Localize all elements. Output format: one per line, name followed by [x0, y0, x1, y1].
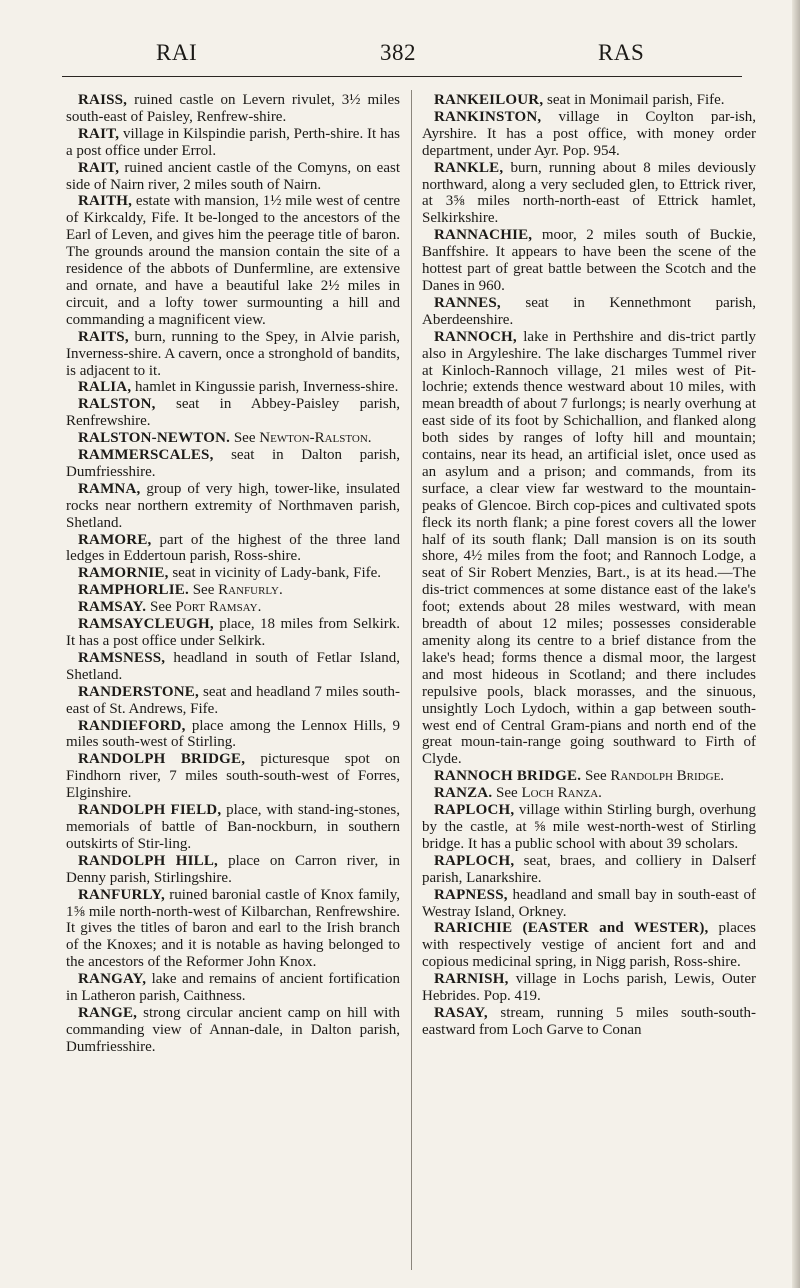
- entry: [422, 853, 756, 887]
- cross-reference: Port Ramsay.: [175, 599, 262, 616]
- entry: [66, 751, 400, 802]
- headword: RALIA,: [78, 379, 132, 396]
- running-head-right: RAS: [598, 40, 645, 65]
- entry-text: part of the highest of the three land ledges in Eddertoun parish, Ross-shire.: [66, 531, 400, 565]
- entry-text: seat in Monimail parish, Fife.: [543, 92, 725, 108]
- entry-text: See: [230, 430, 260, 447]
- headword: RALSTON,: [78, 396, 156, 413]
- page-number: 382: [380, 40, 416, 65]
- entry-text: seat in Kennethmont parish, Aberdeenshire.: [422, 294, 756, 328]
- entry: [66, 447, 400, 481]
- entry: [66, 582, 400, 599]
- headword: RANFURLY,: [78, 886, 165, 903]
- entry-text: headland and small bay in south-east of Westray Island, Orkney.: [422, 886, 756, 920]
- entry-text: place on Carron river, in Denny parish, Stirlingshire.: [66, 852, 400, 886]
- headword: RANDOLPH HILL,: [78, 852, 219, 869]
- entry: [66, 126, 400, 160]
- headword: RAMSAY.: [78, 599, 147, 616]
- entry-text: village in Lochs parish, Lewis, Outer Hebrides. Pop. 419.: [422, 971, 756, 1005]
- entry: [66, 160, 400, 194]
- headword: RANZA.: [434, 785, 493, 802]
- entry: [66, 481, 400, 532]
- entry: [66, 329, 400, 380]
- headword: RANKINSTON,: [434, 108, 542, 125]
- entry-text: village in Kilspindie parish, Perth-shire. It has a post office under Errol.: [66, 125, 400, 159]
- cross-reference: Loch Ranza.: [521, 785, 602, 802]
- headword: RAPLOCH,: [434, 802, 515, 819]
- headword: RANDOLPH FIELD,: [78, 802, 222, 819]
- entry: [422, 785, 756, 802]
- entry: [66, 430, 400, 447]
- left-column: [66, 92, 400, 1056]
- headword: RAMMERSCALES,: [78, 447, 214, 464]
- entry-text: village within Stirling burgh, overhung by the castle, at ⅝ mile west-north-west of Stirling bridge. It has a public school with about 39 scholars.: [422, 802, 756, 852]
- entry: [422, 160, 756, 228]
- running-head-left: RAI: [156, 40, 198, 65]
- entry: [66, 1005, 400, 1056]
- entry: [422, 887, 756, 921]
- entry-text: group of very high, tower-like, insulated rocks near northern extremity of Northmaven parish, Shetland.: [66, 480, 400, 531]
- headword: RANDIEFORD,: [78, 717, 186, 734]
- entry-text: See: [581, 768, 611, 785]
- headword: RAMORE,: [78, 531, 152, 548]
- entry-text: See: [188, 582, 219, 599]
- entry: [66, 887, 400, 972]
- headword: RAMNA,: [78, 480, 141, 497]
- entry: [66, 684, 400, 718]
- entry-text: seat, braes, and colliery in Dalserf parish, Lanarkshire.: [422, 852, 756, 886]
- headword: RANDERSTONE,: [78, 683, 199, 700]
- headword: RANNOCH BRIDGE.: [434, 768, 582, 785]
- entry: [66, 599, 400, 616]
- entry-text: See: [146, 599, 176, 616]
- entry: [422, 227, 756, 295]
- entry: [66, 971, 400, 1005]
- entry: [66, 396, 400, 430]
- headword: RARICHIE (EASTER and WESTER),: [434, 920, 709, 937]
- entry-text: burn, running about 8 miles deviously northward, along a very secluded glen, to Ettrick river, at 3⅝ miles north-north-east of Ettrick hamlet, Selkirkshire.: [422, 159, 756, 227]
- entry-text: lake in Perthshire and dis-trict partly also in Argyleshire. The lake discharges Tummel river at Kinloch-Rannoch village, 21 miles west of Pit-lochrie; extends thence westward about 10 miles, with mean breadth of about 7 furlongs; is nearly overhung at east side of its foot by Schichallion, and flanked along both sides by ranges of lofty hill and mountain; contains, near its head, an artificial islet, once used as an asylum and a prison; and commands, from its surface, a clear view far westward to the mountain-peaks of Glencoe. Birch cop-pices and cultivated spots fleck its north flank; a pine forest covers all the lower half of its south flank; Dall mansion is on its south shore, 4½ miles from the foot; and Rannoch Lodge, a seat of Sir Robert Menzies, Bart., is at its head.—The dis-trict commences at some distance east of the lake's foot; extends about 28 miles westward, with mean breadth of about 12 miles; possesses considerable amenity along its centre to a brief distance from the lake's head; forms thence a dismal moor, the largest and most hideous in Scotland; and there includes repulsive pools, black morasses, and the sinuous, unsightly Loch Lydoch, within a gap between south-west end of Central Gram-pians and north end of the great moun-tain-range going southward to Firth of Clyde.: [422, 328, 756, 768]
- entry-text: ruined baronial castle of Knox family, 1⅝ mile north-north-west of Kilbarchan, Renfrewshire. It gives the titles of baron and earl to the Irish branch of the Knoxes; and it is notable as having belonged to the ancestors of the Reformer John Knox.: [66, 886, 400, 971]
- headword: RAMORNIE,: [78, 565, 169, 582]
- entry: [422, 295, 756, 329]
- entry: [422, 92, 756, 109]
- entry-text: seat in vicinity of Lady-bank, Fife.: [168, 565, 382, 582]
- entry: [422, 971, 756, 1005]
- headword: RANGE,: [78, 1004, 138, 1021]
- entry-text: stream, running 5 miles south-south-eastward from Loch Garve to Conan: [422, 1004, 756, 1038]
- headword: RANKEILOUR,: [434, 92, 544, 108]
- entry: [66, 616, 400, 650]
- headword: RAITS,: [78, 328, 129, 345]
- entry-text: burn, running to the Spey, in Alvie parish, Inverness-shire. A cavern, once a stronghold of bandits, is adjacent to it.: [66, 328, 400, 379]
- headword: RANNOCH,: [434, 328, 517, 345]
- headword: RAMPHORLIE.: [78, 582, 189, 599]
- entry-text: place among the Lennox Hills, 9 miles south-west of Stirling.: [66, 717, 400, 751]
- entry-text: ruined castle on Levern rivulet, 3½ miles south-east of Paisley, Renfrew-shire.: [66, 92, 400, 125]
- entry: [422, 768, 756, 785]
- headword: RANKLE,: [434, 159, 504, 176]
- entry: [66, 532, 400, 566]
- headword: RAMSAYCLEUGH,: [78, 616, 214, 633]
- entry: [66, 650, 400, 684]
- entry: [422, 1005, 756, 1039]
- entry-text: hamlet in Kingussie parish, Inverness-shire.: [131, 379, 399, 396]
- entry-text: places with respectively vestige of ancient fort and and copious medicinal spring, in Nigg parish, Ross-shire.: [422, 920, 757, 971]
- entry: [422, 109, 756, 160]
- entry: [422, 329, 756, 769]
- column-divider: [411, 90, 412, 1270]
- headword: RANGAY,: [78, 971, 147, 988]
- headword: RAITH,: [78, 193, 133, 210]
- headword: RAPNESS,: [434, 886, 508, 903]
- entry-text: place, with stand-ing-stones, memorials of battle of Ban-nockburn, in southern outskirts of Stir-ling.: [66, 802, 400, 852]
- right-column: [422, 92, 756, 1039]
- headword: RANNACHIE,: [434, 227, 533, 244]
- entry: [66, 565, 400, 582]
- entry-text: picturesque spot on Findhorn river, 7 miles south-south-west of Forres, Elginshire.: [66, 751, 400, 802]
- entry-text: place, 18 miles from Selkirk. It has a post office under Selkirk.: [66, 616, 400, 649]
- entry: [66, 193, 400, 328]
- headword: RASAY,: [434, 1004, 488, 1021]
- headword: RARNISH,: [434, 971, 509, 988]
- headword: RAMSNESS,: [78, 649, 166, 666]
- entry-text: seat in Dalton parish, Dumfriesshire.: [66, 447, 400, 480]
- entry-text: village in Coylton par-ish, Ayrshire. It has a post office, with money order department, under Ayr. Pop. 954.: [422, 108, 756, 159]
- header-rule: [62, 76, 742, 77]
- headword: RANDOLPH BRIDGE,: [78, 751, 246, 768]
- entry-text: See: [492, 785, 522, 802]
- entry: [422, 802, 756, 853]
- cross-reference: Newton-Ralston.: [259, 430, 372, 447]
- entry: [66, 853, 400, 887]
- entry: [66, 802, 400, 853]
- entry-text: strong circular ancient camp on hill with commanding view of Annan-dale, in Dalton parish, Dumfriesshire.: [66, 1004, 400, 1055]
- entry: [66, 379, 400, 396]
- entry-text: seat and headland 7 miles south-east of St. Andrews, Fife.: [66, 683, 400, 717]
- headword: RAIT,: [78, 125, 120, 142]
- cross-reference: Randolph Bridge.: [610, 768, 725, 785]
- entry: [66, 92, 400, 126]
- entry-text: headland in south of Fetlar Island, Shetland.: [66, 649, 400, 683]
- headword: RAISS,: [78, 92, 128, 108]
- entry: [422, 920, 756, 971]
- running-head: [60, 40, 746, 76]
- entry: [66, 718, 400, 752]
- entry-text: estate with mansion, 1½ mile west of centre of Kirkcaldy, Fife. It be-longed to the ancestors of the Earl of Leven, and gives him the peerage title of baron. The grounds around the mansion contain the site of a residence of the abbots of Dunfermline, are extensive and ornate, and have a beautiful lake 2½ miles in circuit, and a lofty tower surmounting a hill and commanding a magnificent view.: [66, 193, 400, 328]
- headword: RALSTON-NEWTON.: [78, 430, 231, 447]
- headword: RAIT,: [78, 159, 120, 176]
- page-edge: [792, 0, 800, 1288]
- entry-text: moor, 2 miles south of Buckie, Banffshire. It appears to have been the scene of the hottest part of great battle between the Scotch and the Danes in 960.: [422, 227, 756, 294]
- entry-text: lake and remains of ancient fortification in Latheron parish, Caithness.: [66, 971, 400, 1005]
- headword: RAPLOCH,: [434, 852, 515, 869]
- headword: RANNES,: [434, 294, 501, 311]
- cross-reference: Ranfurly.: [218, 582, 283, 599]
- entry-text: seat in Abbey-Paisley parish, Renfrewshire.: [66, 396, 400, 430]
- entry-text: ruined ancient castle of the Comyns, on east side of Nairn river, 2 miles south of Nairn.: [66, 159, 400, 193]
